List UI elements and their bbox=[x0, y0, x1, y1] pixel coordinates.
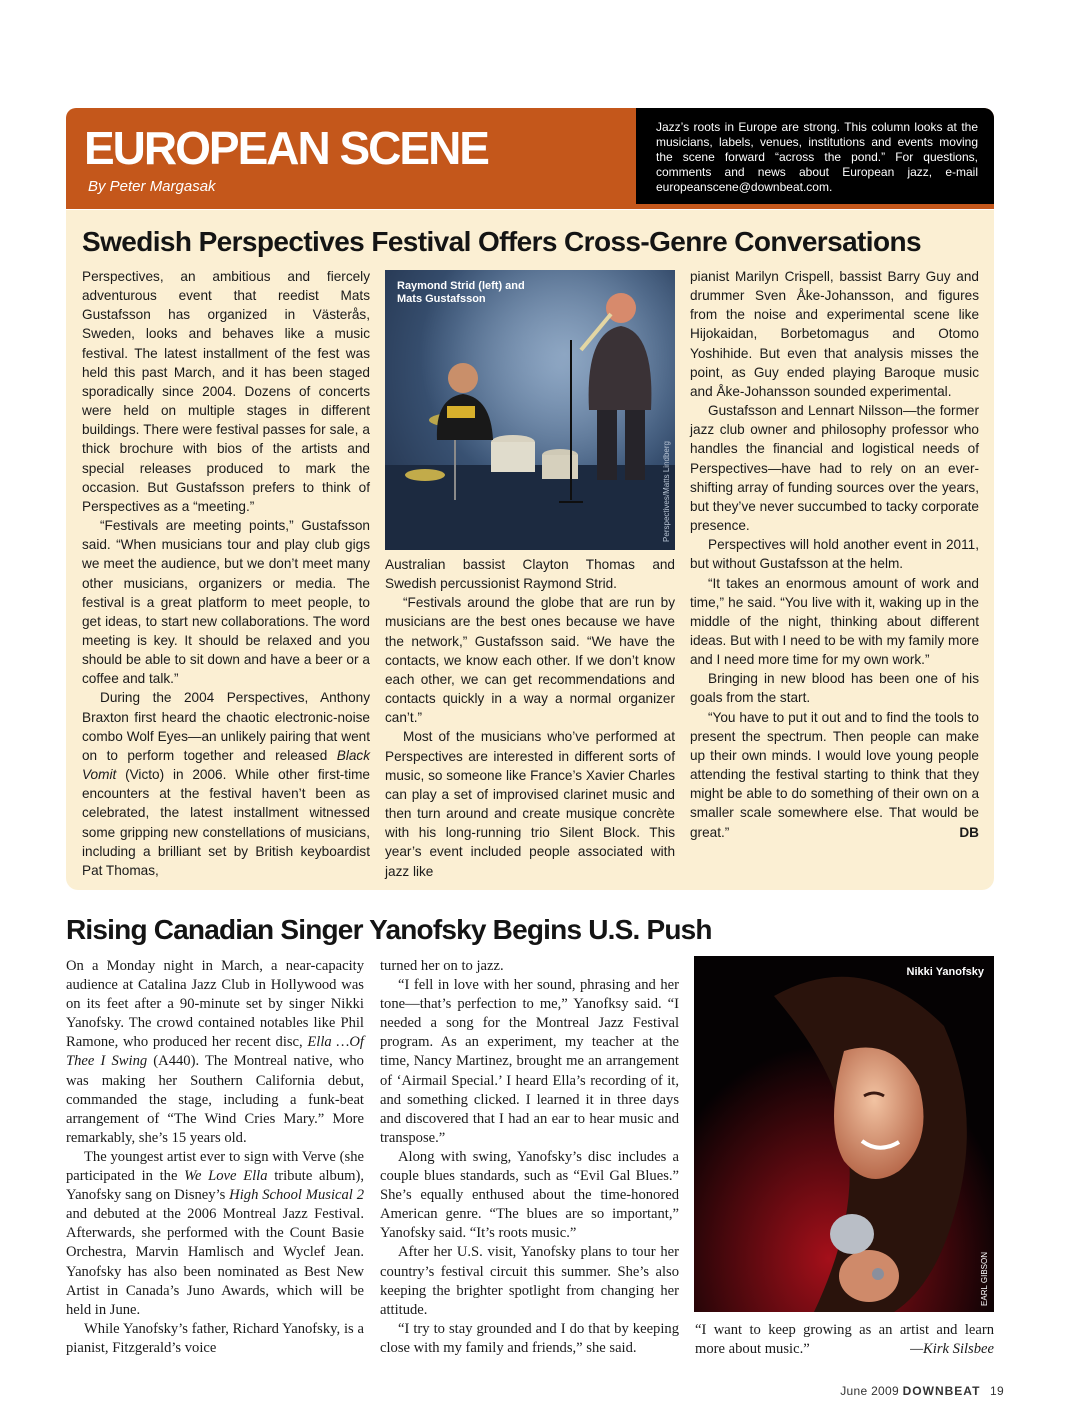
album-title: We Love Ella bbox=[184, 1168, 268, 1185]
article2-column-2 bbox=[380, 957, 679, 1358]
column-intro-text: Jazz’s roots in Europe are strong. This column looks at the musicians, labels, venues, institutions and events moving the scene forward “across the pond.” For questions, comments and news about European jazz, e-mail europeanscene@downbeat.com. bbox=[656, 120, 978, 194]
article1-photo-credit: Perspectives/Matts Lindberg bbox=[662, 441, 671, 542]
article1-photo-caption: Raymond Strid (left) and Mats Gustafsson bbox=[397, 280, 525, 305]
album-title: Ella …Of Thee I Swing bbox=[66, 1034, 364, 1070]
article1-paragraph: “Festivals around the globe that are run by musicians are the best ones because we have the network,” Gustafsson said. “We have the contacts, we know each other. If we don’t know each other, we can get recommendations and contacts quickly in a way a normal organizer can’t.” bbox=[385, 595, 675, 726]
article2-photo-caption: Nikki Yanofsky bbox=[906, 966, 984, 978]
article2-column-3 bbox=[695, 1321, 994, 1359]
article2-paragraph: “I fell in love with her sound, phrasing and her tone—that’s perfection to me,” Yanofksy said. “I needed a song for the Montreal Jazz Festival program. As an experiment, my teacher at the time, Nancy Martinez, brought me an arrangement of ‘Airmail Special.’ I heard Ella’s recording of it, and something clicked. I learned it in three days and discovered that I had an ear to hear music and transpose.” bbox=[380, 977, 679, 1146]
musicians-photo-illustration bbox=[385, 270, 675, 550]
article1-paragraph: Bringing in new blood has been one of his goals from the start. bbox=[690, 671, 979, 706]
column-title: EUROPEAN SCENE bbox=[84, 122, 488, 174]
article2-paragraph: Along with swing, Yanofsky’s disc includes a couple blues standards, such as “Evil Gal Blues.” She’s equally enthused about the time-honored American genre. “The blues are so important,” Yanofsky said. “It’s roots music.” bbox=[380, 1148, 679, 1242]
article2-headline: Rising Canadian Singer Yanofsky Begins U.S. Push bbox=[66, 914, 712, 945]
article1-paragraph: “It takes an enormous amount of work and time,” he said. “You live with it, waking up in the middle of the night, thinking about different ideas. But with I need to be with my family more and I need more time for my own work.” bbox=[690, 575, 979, 668]
magazine-name: DOWNBEAT bbox=[902, 1384, 981, 1398]
column-intro-box bbox=[636, 108, 994, 204]
article1-column-1 bbox=[82, 267, 370, 880]
article1-column-2 bbox=[385, 555, 675, 881]
article1-paragraph: “Festivals are meeting points,” Gustafsson said. “When musicians tour and play club gigs we meet the audience, but we don’t meet many other musicians, organizers or media. The festival is a great platform to meet people, to get ideas, to start new collaborations. The word meeting is key. It should be relaxed and you should be able to sit down and have a beer or a coffee and talk.” bbox=[82, 518, 370, 687]
article2-paragraph: After her U.S. visit, Yanofsky plans to tour her country’s festival circuit this summer. She’s also keeping the brighter spotlight from changing her attitude. bbox=[380, 1244, 679, 1318]
article2-column-1 bbox=[66, 957, 364, 1358]
article2-paragraph: “I want to keep growing as an artist and learn more about music.” —Kirk Silsbee bbox=[695, 1321, 994, 1359]
article2-paragraph: The youngest artist ever to sign with Verve (she participated in the We Love Ella tribute album), Yanofsky sang on Disney’s High School Musical 2 and debuted at the 2006 Montreal Jazz Festival. Afterwards, she performed with the Count Basie Orchestra, Marvin Hamlisch and Wyclef Jean. Yanofsky has also been nominated as Best New Artist in Canada’s Juno Awards, which will be held in June. bbox=[66, 1148, 364, 1318]
author-signature: —Kirk Silsbee bbox=[910, 1341, 994, 1358]
article2-paragraph: While Yanofsky’s father, Richard Yanofsky, is a pianist, Fitzgerald’s voice bbox=[66, 1320, 364, 1356]
article1-paragraph: pianist Marilyn Crispell, bassist Barry Guy and drummer Sven Åke-Johansson, and figures from the noise and experimental scene like Hijokaidan, Borbetomagus and Otomo Yoshihide. But even that analysis misses the point, as Guy ended playing Baroque music and Åke-Johansson sounded experimental. bbox=[690, 269, 979, 399]
page-number: 19 bbox=[990, 1384, 1004, 1398]
article1-paragraph: Gustafsson and Lennart Nilsson—the former jazz club owner and philosophy professor who handles the financial and logistical needs of Perspectives—have had to rely on an ever-shifting array of funding sources over the years, but they’ve never succumbed to tacky corporate presence. bbox=[690, 403, 979, 534]
article2-paragraph: “I try to stay grounded and I do that by keeping close with my family and friends,” she said. bbox=[380, 1320, 679, 1356]
singer-photo-illustration bbox=[694, 956, 994, 1312]
article1-paragraph: Australian bassist Clayton Thomas and Swedish percussionist Raymond Strid. bbox=[385, 557, 675, 592]
article1-headline: Swedish Perspectives Festival Offers Cross-Genre Conversations bbox=[82, 226, 921, 257]
column-byline: By Peter Margasak bbox=[88, 178, 216, 195]
show-title: High School Musical 2 bbox=[229, 1187, 364, 1204]
article1-paragraph: “You have to put it out and to find the tools to present the spectrum. Then people can make up their own minds. I would love young people attending the festival starting to think that they might be able to do something of their own on a smaller scale somewhere else. That would be great.” DB bbox=[690, 708, 979, 842]
header-rule bbox=[66, 204, 994, 209]
album-title: Black Vomit bbox=[82, 747, 370, 783]
article1-column-3 bbox=[690, 267, 979, 842]
article1-paragraph: Perspectives will hold another event in 2011, but without Gustafsson at the helm. bbox=[690, 537, 979, 572]
article2-paragraph: turned her on to jazz. bbox=[380, 958, 504, 974]
end-mark: DB bbox=[959, 824, 979, 840]
issue-date: June 2009 bbox=[840, 1384, 899, 1398]
article2-paragraph: On a Monday night in March, a near-capacity audience at Catalina Jazz Club in Hollywood was on its feet after a 90-minute set by singer Nikki Yanofsky. The crowd contained notables like Phil Ramone, who produced her recent disc, Ella …Of Thee I Swing (A440). The Montreal native, who was making her Southern California debut, commanded the stage, including a funk-beat arrangement of “The Wind Cries Mary.” More remarkably, she’s 15 years old. bbox=[66, 958, 364, 1146]
article2-photo-credit: EARL GIBSON bbox=[980, 1252, 989, 1306]
article1-paragraph: Most of the musicians who’ve performed at Perspectives are interested in different sorts of music, so someone like France’s Xavier Charles can play a set of improvised clarinet music and then turn around and create musique concrète with his long-running trio Silent Block. This year’s event included people associated with jazz like bbox=[385, 729, 675, 879]
article2-photo bbox=[694, 956, 994, 1312]
article1-photo bbox=[385, 270, 675, 550]
article1-paragraph: During the 2004 Perspectives, Anthony Braxton first heard the chaotic electronic-noise combo Wolf Eyes—an unlikely pairing that went on to perform together and released Black Vomit (Victo) in 2006. While other first-time encounters at the festival haven’t been as celebrated, the latest installment witnessed some gripping new constellations of musicians, including a brilliant set by British keyboardist Pat Thomas, bbox=[82, 690, 370, 878]
page-footer bbox=[840, 1384, 1004, 1398]
article1-paragraph: Perspectives, an ambitious and fiercely adventurous event that reedist Mats Gustafsson has organized in Västerås, Sweden, looks and behaves like a music festival. The latest installment of the fest was held this past March, and it has been staged sporadically since 2004. Dozens of concerts were held on multiple stages in different buildings. There were festival passes for sale, a thick brochure with bios of the artists and special releases produced to mark the occasion. But Gustafsson prefers to think of Perspectives as a “meeting.” bbox=[82, 269, 370, 514]
